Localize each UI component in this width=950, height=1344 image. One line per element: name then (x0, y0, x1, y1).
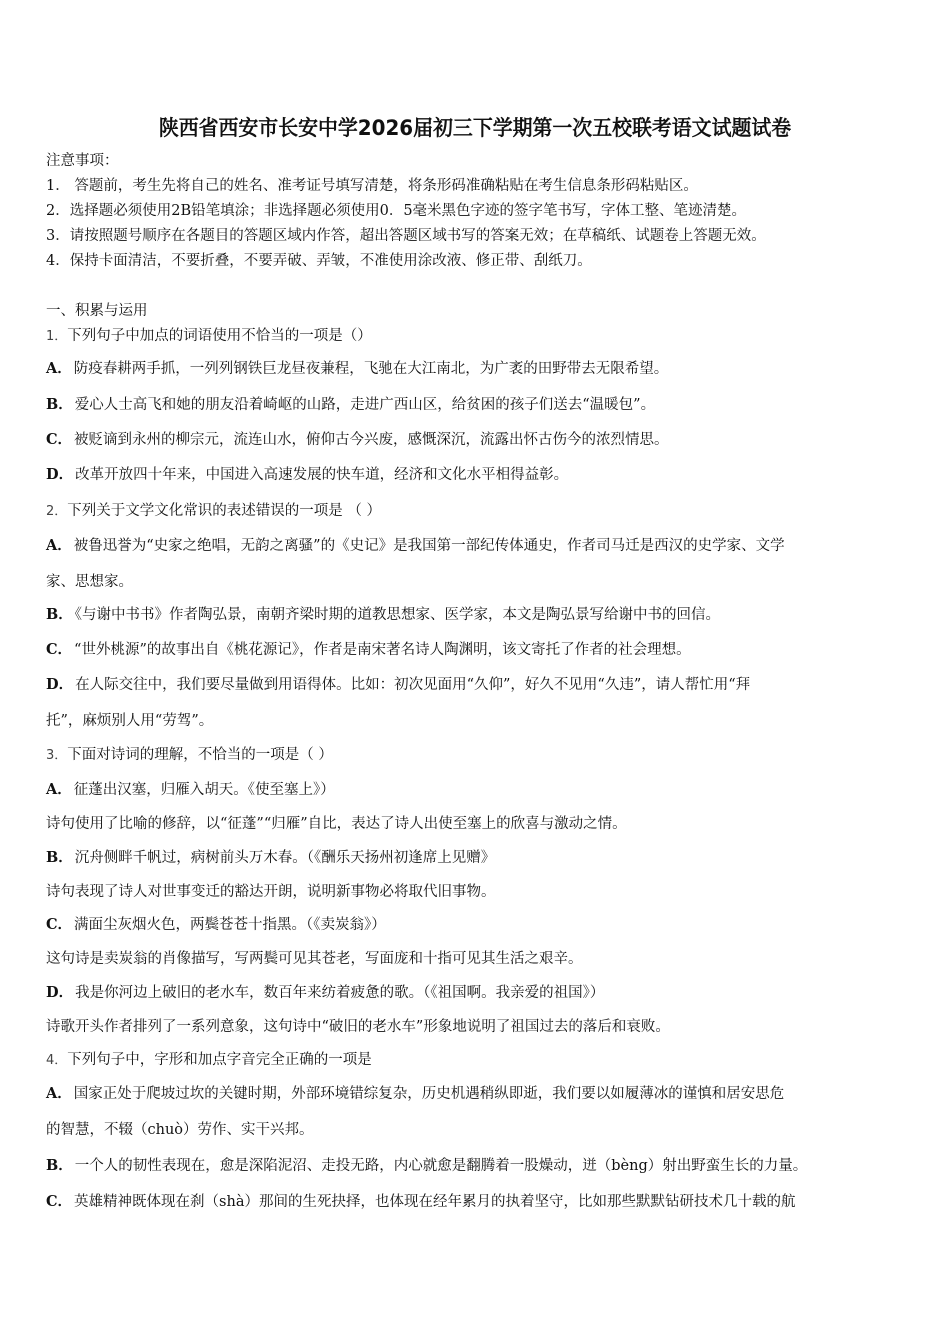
option-a-label: A． (46, 781, 72, 798)
option-a-label: A． (46, 1085, 72, 1102)
question-3-stem (46, 746, 333, 765)
question-4-option-a-line2: 的智慧，不辍（chuò）劳作、实干兴邦。 (46, 1122, 314, 1138)
question-3-option-d-note: 诗歌开头作者排列了一系列意象，这句诗中“破旧的老水车”形象地说明了祖国过去的落后和衰败。 (46, 1019, 670, 1035)
question-3-option-c-note: 这句诗是卖炭翁的肖像描写，写两鬓可见其苍老，写面庞和十指可见其生活之艰辛。 (46, 951, 583, 967)
question-4-number: 4． (46, 1053, 68, 1068)
option-b-label: B． (46, 396, 73, 413)
question-1-option-a (46, 360, 668, 378)
option-b-text: 沉舟侧畔千帆过，病树前头万木春。（《酬乐天扬州初逢席上见赠》 (74, 850, 496, 866)
option-d-text: 在人际交往中，我们要尽量做到用语得体。比如：初次见面用“久仰”，好久不见用“久违”，请人帮忙用“拜 (75, 677, 751, 693)
option-b-label: B． (46, 849, 73, 866)
notice-item-1: 1． 答题前，考生先将自己的姓名、准考证号填写清楚，将条形码准确粘贴在考生信息条形码粘贴区。 (46, 178, 698, 194)
question-1-option-c (46, 431, 669, 449)
question-1-number: 1． (46, 329, 68, 344)
question-2-stem (46, 502, 381, 521)
question-3-option-b-note: 诗句表现了诗人对世事变迁的豁达开朗，说明新事物必将取代旧事物。 (46, 884, 496, 900)
section-heading: 一、积累与运用 (46, 303, 148, 319)
option-a-text: 国家正处于爬坡过坎的关键时期，外部环境错综复杂，历史机遇稍纵即逝，我们要以如履薄冰的谨慎和居安思危 (73, 1086, 785, 1102)
option-d-label: D． (46, 466, 74, 483)
option-b-text: 爱心人士高飞和她的朋友沿着崎岖的山路，走进广西山区，给贫困的孩子们送去“温暖包”。 (74, 397, 656, 413)
question-1-text: 下列句子中加点的词语使用不恰当的一项是（） (67, 328, 372, 344)
option-c-label: C． (46, 916, 73, 933)
question-3-option-a-note: 诗句使用了比喻的修辞，以“征蓬”“归雁”自比，表达了诗人出使至塞上的欣喜与激动之情。 (46, 816, 627, 832)
question-2-option-d-line1 (46, 676, 750, 694)
question-2-option-c (46, 641, 691, 659)
question-1-option-b (46, 396, 655, 414)
question-2-option-d-line2: 托”，麻烦别人用“劳驾”。 (46, 713, 214, 729)
question-4-option-c (46, 1193, 795, 1211)
question-3-option-a (46, 781, 335, 799)
option-c-label: C． (46, 431, 73, 448)
option-b-label: B． (46, 1157, 73, 1174)
option-d-label: D． (46, 984, 74, 1001)
notice-item-2: 2．选择题必须使用2B铅笔填涂；非选择题必须使用0．5毫米黑色字迹的签字笔书写，字体工整、笔迹清楚。 (46, 203, 747, 219)
option-c-text: 英雄精神既体现在刹（shà）那间的生死抉择，也体现在经年累月的执着坚守，比如那些默默钻研技术几十载的航 (74, 1194, 796, 1210)
option-d-text: 我是你河边上破旧的老水车，数百年来纺着疲惫的歌。（《祖国啊。我亲爱的祖国》） (75, 985, 605, 1001)
question-2-option-b (46, 606, 720, 624)
question-4-text: 下列句子中，字形和加点字音完全正确的一项是 (67, 1052, 372, 1068)
option-a-label: A． (46, 537, 72, 554)
question-4-option-a-line1 (46, 1085, 784, 1103)
option-a-label: A． (46, 360, 72, 377)
option-b-text: 《与谢中书书》作者陶弘景，南朝齐梁时期的道教思想家、医学家，本文是陶弘景写给谢中书的回信。 (74, 607, 721, 623)
question-3-option-b (46, 849, 495, 867)
option-c-text: 满面尘灰烟火色，两鬓苍苍十指黑。（《卖炭翁》） (74, 917, 386, 933)
question-2-number: 2． (46, 504, 68, 519)
notice-item-3: 3．请按照题号顺序在各题目的答题区域内作答，超出答题区域书写的答案无效；在草稿纸、试题卷上答题无效。 (46, 228, 766, 244)
option-c-text: “世外桃源”的故事出自《桃花源记》，作者是南宋著名诗人陶渊明，该文寄托了作者的社会理想。 (74, 642, 691, 658)
question-2-option-a-line1 (46, 537, 785, 555)
question-2-text: 下列关于文学文化常识的表述错误的一项是 （ ） (67, 503, 381, 519)
question-3-option-c (46, 916, 386, 934)
question-4-stem (46, 1051, 372, 1070)
option-a-text: 征蓬出汉塞，归雁入胡天。《使至塞上》） (73, 782, 335, 798)
notice-heading: 注意事项： (46, 153, 119, 169)
notice-item-4: 4．保持卡面清洁，不要折叠，不要弄破、弄皱，不准使用涂改液、修正带、刮纸刀。 (46, 253, 592, 269)
option-a-text: 被鲁迅誉为“史家之绝唱，无韵之离骚”的《史记》是我国第一部纪传体通史，作者司马迁是西汉的史学家、文学 (73, 538, 785, 554)
question-1-option-d (46, 466, 568, 484)
option-b-label: B． (46, 606, 73, 623)
question-3-option-d (46, 984, 604, 1002)
option-c-label: C． (46, 1193, 73, 1210)
option-c-text: 被贬谪到永州的柳宗元，流连山水，俯仰古今兴废，感慨深沉，流露出怀古伤今的浓烈情思。 (74, 432, 669, 448)
option-d-label: D． (46, 676, 74, 693)
option-c-label: C． (46, 641, 73, 658)
question-3-number: 3． (46, 748, 68, 763)
question-2-option-a-line2: 家、思想家。 (46, 574, 133, 590)
question-1-stem (46, 327, 372, 346)
option-a-text: 防疫春耕两手抓，一列列钢铁巨龙昼夜兼程，飞驰在大江南北，为广袤的田野带去无限希望。 (73, 361, 669, 377)
question-3-text: 下面对诗词的理解，不恰当的一项是（ ） (67, 747, 333, 763)
question-4-option-b (46, 1157, 807, 1175)
exam-title: 陕西省西安市长安中学2026届初三下学期第一次五校联考语文试题试卷 (158, 116, 792, 140)
option-b-text: 一个人的韧性表现在，愈是深陷泥沼、走投无路，内心就愈是翻腾着一股燥动，迸（bèng）射出野蛮生长的力量。 (74, 1158, 808, 1174)
option-d-text: 改革开放四十年来，中国进入高速发展的快车道，经济和文化水平相得益彰。 (75, 467, 569, 483)
